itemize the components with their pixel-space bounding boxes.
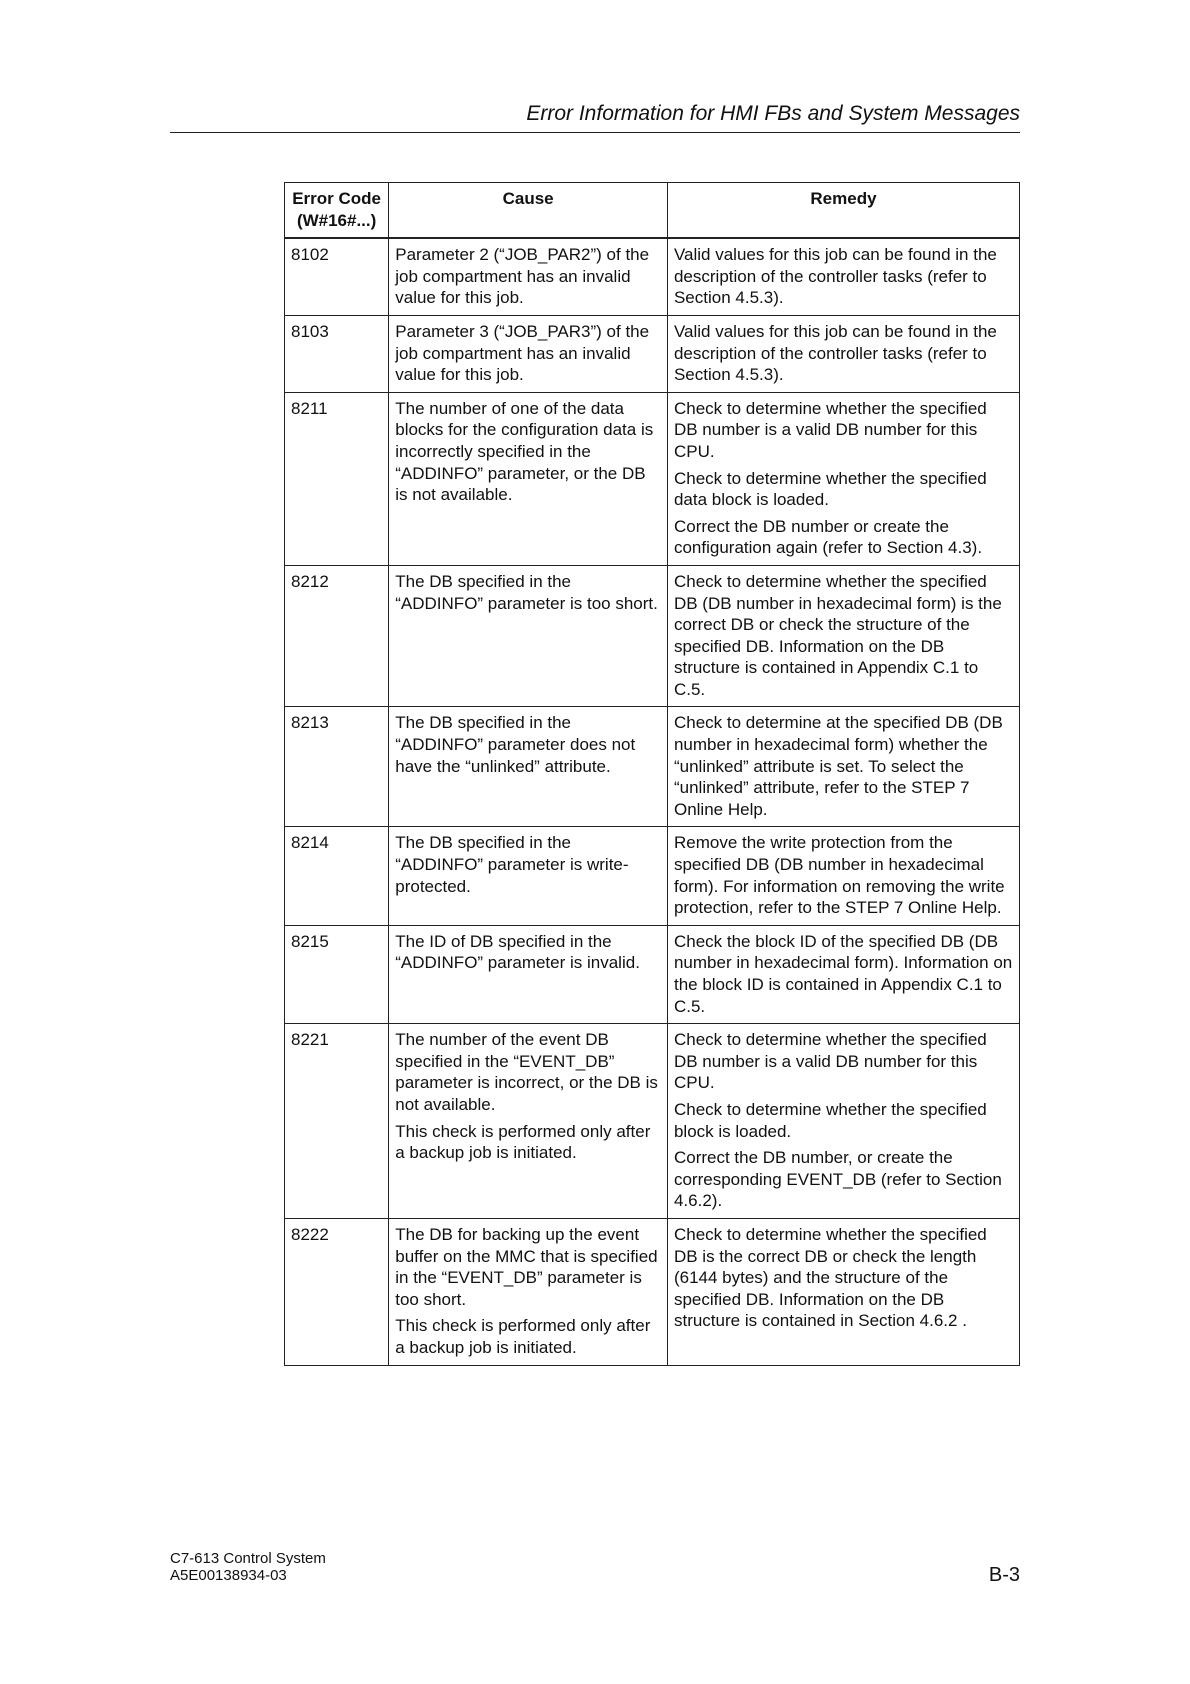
cause-paragraph: This check is performed only after a backup job is initiated. (395, 1316, 651, 1357)
error-code-cell: 8214 (285, 827, 389, 925)
table-row (285, 1218, 1020, 1365)
error-code-cell: 8222 (285, 1218, 389, 1365)
cause-paragraph: The DB for backing up the event buffer on the MMC that is specified in the “EVENT_DB” parameter is too short. (395, 1224, 658, 1309)
remedy-paragraph: Check to determine whether the specified DB is the correct DB or check the length (6144 bytes) and the structure of the specified DB. Information on the DB structure is contained in Section 4.6.2 . (673, 1224, 987, 1331)
remedy-cell (667, 827, 1019, 925)
remedy-cell (667, 565, 1019, 707)
remedy-paragraph: Correct the DB number or create the configuration again (refer to Section 4.3). (673, 516, 983, 558)
error-code-cell: 8221 (285, 1024, 389, 1219)
cause-paragraph: The ID of DB specified in the “ADDINFO” parameter is invalid. (395, 931, 640, 973)
error-code-cell: 8103 (285, 315, 389, 392)
remedy-cell (667, 707, 1019, 827)
column-header-cause: Cause (389, 183, 668, 239)
cause-paragraph: The number of the event DB specified in the “EVENT_DB” parameter is incorrect, or the DB is not available. (395, 1030, 658, 1114)
error-code-cell: 8215 (285, 925, 389, 1023)
remedy-paragraph: Check to determine whether the specified DB (DB number in hexadecimal form) is the correct DB or check the structure of the specified DB. Information on the DB structure is contained in Appendix C.1 to C.5. (673, 571, 1002, 699)
column-header-remedy: Remedy (667, 183, 1019, 239)
remedy-cell (667, 392, 1019, 565)
footer-info (170, 1550, 326, 1584)
remedy-cell (667, 925, 1019, 1023)
cause-paragraph: This check is performed only after a backup job is initiated. (395, 1121, 651, 1163)
table-row (285, 827, 1020, 925)
table-row (285, 238, 1020, 315)
cause-cell (389, 925, 668, 1023)
remedy-paragraph: Remove the write protection from the specified DB (DB number in hexadecimal form). For information on removing the write protection, refer to the STEP 7 Online Help. (673, 833, 1005, 918)
error-code-cell: 8212 (285, 565, 389, 707)
table-row (285, 925, 1020, 1023)
remedy-paragraph: Check the block ID of the specified DB (DB number in hexadecimal form). Information on the block ID is contained in Appendix C.1 to C.5. (673, 931, 1013, 1016)
table-row (285, 707, 1020, 827)
cause-paragraph: The DB specified in the “ADDINFO” parameter is write-protected. (395, 833, 629, 896)
cause-cell (389, 315, 668, 392)
table-row (285, 392, 1020, 565)
remedy-cell (667, 238, 1019, 315)
cause-cell (389, 1024, 668, 1219)
table-row (285, 565, 1020, 707)
table-row (285, 315, 1020, 392)
remedy-paragraph: Check to determine whether the specified DB number is a valid DB number for this CPU. (673, 398, 987, 461)
remedy-cell (667, 315, 1019, 392)
table-row (285, 1024, 1020, 1219)
error-code-cell: 8102 (285, 238, 389, 315)
cause-paragraph: The DB specified in the “ADDINFO” parameter is too short. (395, 571, 658, 613)
cause-paragraph: The number of one of the data blocks for the configuration data is incorrectly specified in the “ADDINFO” parameter, or the DB is not available. (395, 398, 654, 505)
remedy-cell (667, 1218, 1019, 1365)
page-header-title: Error Information for HMI FBs and System Messages (526, 102, 1020, 125)
remedy-paragraph: Correct the DB number, or create the corresponding EVENT_DB (refer to Section 4.6.2). (673, 1148, 1002, 1211)
cause-paragraph: The DB specified in the “ADDINFO” parameter does not have the “unlinked” attribute. (395, 713, 636, 776)
remedy-cell (667, 1024, 1019, 1219)
footer-order-number: A5E00138934-03 (170, 1567, 287, 1584)
remedy-paragraph: Check to determine whether the specified data block is loaded. (673, 468, 987, 510)
cause-cell (389, 707, 668, 827)
column-header-error-code (285, 183, 389, 239)
cause-paragraph: Parameter 2 (“JOB_PAR2”) of the job compartment has an invalid value for this job. (395, 245, 650, 308)
cause-cell (389, 1218, 668, 1365)
remedy-paragraph: Valid values for this job can be found in the description of the controller tasks (refer to Section 4.5.3). (673, 245, 997, 308)
remedy-paragraph: Valid values for this job can be found in the description of the controller tasks (refer to Section 4.5.3). (673, 321, 997, 385)
cause-cell (389, 565, 668, 707)
cause-cell (389, 238, 668, 315)
error-code-header-line1: Error Code (292, 189, 382, 208)
error-code-cell: 8213 (285, 707, 389, 827)
error-code-header-line2: (W#16#...) (296, 210, 377, 230)
cause-cell (389, 392, 668, 565)
table-body (285, 238, 1020, 1365)
header-divider (170, 132, 1020, 133)
cause-paragraph: Parameter 3 (“JOB_PAR3”) of the job compartment has an invalid value for this job. (395, 321, 650, 385)
remedy-paragraph: Check to determine at the specified DB (DB number in hexadecimal form) whether the “unlinked” attribute is set. To select the “unlinked” attribute, refer to the STEP 7 Online Help. (673, 713, 1003, 819)
cause-cell (389, 827, 668, 925)
error-code-cell: 8211 (285, 392, 389, 565)
remedy-paragraph: Check to determine whether the specified block is loaded. (673, 1099, 987, 1141)
remedy-paragraph: Check to determine whether the specified DB number is a valid DB number for this CPU. (673, 1030, 987, 1093)
page-number: B-3 (988, 1564, 1020, 1586)
error-code-table (284, 182, 1020, 1366)
table-header-row (285, 183, 1020, 239)
footer-product: C7-613 Control System (170, 1550, 326, 1567)
